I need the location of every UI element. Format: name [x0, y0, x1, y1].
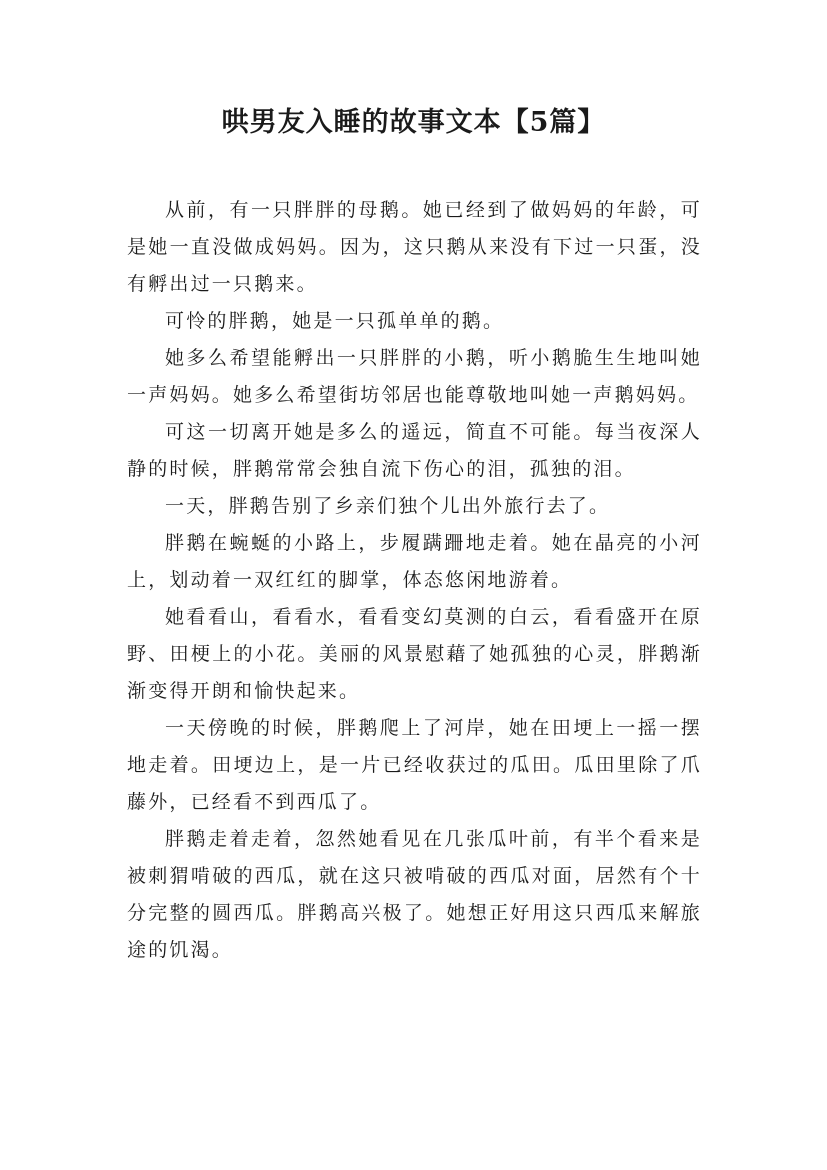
- paragraph: 胖鹅在蜿蜒的小路上，步履蹒跚地走着。她在晶亮的小河上，划动着一双红红的脚掌，体态悠闲地游着。: [127, 532, 702, 591]
- paragraph: 可怜的胖鹅，她是一只孤单单的鹅。: [165, 310, 505, 332]
- document-body: [127, 192, 702, 969]
- paragraph: 她看看山，看看水，看看变幻莫测的白云，看看盛开在原野、田梗上的小花。美丽的风景慰藉了她孤独的心灵，胖鹅渐渐变得开朗和愉快起来。: [127, 606, 702, 702]
- paragraph: 一天，胖鹅告别了乡亲们独个儿出外旅行去了。: [165, 495, 611, 517]
- document-title: 哄男友入睡的故事文本【5篇】: [221, 107, 606, 138]
- paragraph: 可这一切离开她是多么的遥远，简直不可能。每当夜深人静的时候，胖鹅常常会独自流下伤心的泪，孤独的泪。: [127, 421, 702, 480]
- paragraph: 胖鹅走着走着，忽然她看见在几张瓜叶前，有半个看来是被刺猬啃破的西瓜，就在这只被啃破的西瓜对面，居然有个十分完整的圆西瓜。胖鹅高兴极了。她想正好用这只西瓜来解旅途的饥渴。: [127, 828, 702, 961]
- paragraph: 从前，有一只胖胖的母鹅。她已经到了做妈妈的年龄，可是她一直没做成妈妈。因为，这只鹅从来没有下过一只蛋，没有孵出过一只鹅来。: [127, 199, 702, 295]
- paragraph: 她多么希望能孵出一只胖胖的小鹅，听小鹅脆生生地叫她一声妈妈。她多么希望街坊邻居也能尊敬地叫她一声鹅妈妈。: [127, 347, 702, 406]
- paragraph: 一天傍晚的时候，胖鹅爬上了河岸，她在田埂上一摇一摆地走着。田埂边上，是一片已经收获过的瓜田。瓜田里除了爪藤外，已经看不到西瓜了。: [127, 717, 702, 813]
